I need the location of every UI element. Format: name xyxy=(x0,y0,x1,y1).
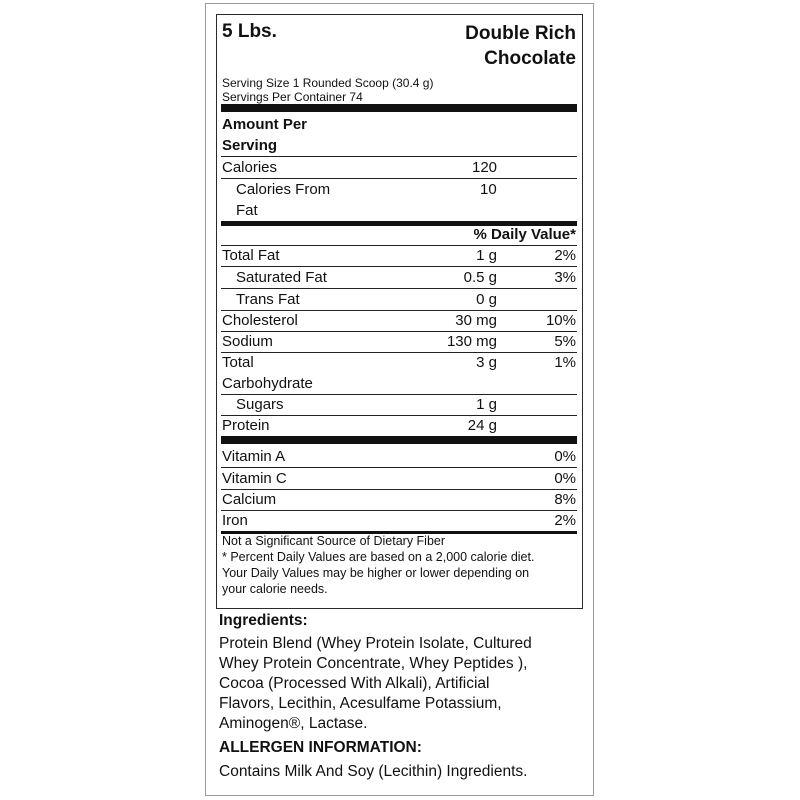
label-header xyxy=(222,19,576,75)
vitamin-daily-value: 0% xyxy=(554,470,576,487)
ingredients-line: Aminogen®, Lactase. xyxy=(219,715,368,732)
nutrient-label: Total xyxy=(222,354,254,371)
flavor-line-1: Double Rich xyxy=(465,23,576,44)
nutrient-amount: 1 g xyxy=(476,396,497,413)
vitamin-label: Vitamin A xyxy=(222,448,286,465)
nutrient-daily-value: 3% xyxy=(554,269,576,286)
nutrient-label: Trans Fat xyxy=(236,291,300,308)
nutrient-amount: 3 g xyxy=(476,354,497,371)
serving-info xyxy=(222,76,433,104)
allergen-title: ALLERGEN INFORMATION: xyxy=(219,739,422,756)
ingredients-title: Ingredients: xyxy=(219,612,308,629)
flavor-line-2: Chocolate xyxy=(484,48,576,69)
ingredients-line: Flavors, Lecithin, Acesulfame Potassium, xyxy=(219,695,502,712)
nutrient-label: Sodium xyxy=(222,333,273,350)
nutrient-amount: 0 g xyxy=(476,291,497,308)
footnote-line: your calorie needs. xyxy=(222,582,328,596)
footnote-line: Not a Significant Source of Dietary Fiber xyxy=(222,534,446,548)
ingredients-list xyxy=(219,634,579,734)
ingredients-line: Protein Blend (Whey Protein Isolate, Cultured xyxy=(219,635,532,652)
calories-value: 120 xyxy=(472,159,498,176)
nutrient-daily-value: 10% xyxy=(545,312,576,329)
footnote xyxy=(222,533,582,597)
nutrient-label-line-2: Carbohydrate xyxy=(222,375,313,392)
ingredients-line: Cocoa (Processed With Alkali), Artificial xyxy=(219,675,490,692)
calories-from-fat-value: 10 xyxy=(480,181,497,198)
vitamin-daily-value: 0% xyxy=(554,448,576,465)
vitamin-daily-value: 8% xyxy=(554,491,576,508)
vitamin-label: Calcium xyxy=(222,491,277,508)
nutrient-amount: 30 mg xyxy=(455,312,497,329)
nutrition-label xyxy=(205,3,594,796)
serving-size: Serving Size 1 Rounded Scoop (30.4 g) xyxy=(222,76,434,90)
amount-per-serving-line-2: Serving xyxy=(222,137,278,154)
nutrient-amount: 24 g xyxy=(467,417,497,434)
vitamin-label: Iron xyxy=(222,512,248,529)
calories-from-fat-line-2: Fat xyxy=(236,202,258,219)
nutrient-label: Protein xyxy=(222,417,270,434)
footnote-line: * Percent Daily Values are based on a 2,000 calorie diet. xyxy=(222,550,535,564)
nutrient-amount: 1 g xyxy=(476,247,497,264)
calories-label: Calories xyxy=(222,159,278,176)
nutrition-facts-panel xyxy=(216,14,583,609)
servings-per-container: Servings Per Container 74 xyxy=(222,90,363,104)
divider xyxy=(221,415,577,416)
nutrient-label: Saturated Fat xyxy=(236,269,327,286)
amount-per-serving-line-1: Amount Per xyxy=(222,116,308,133)
vitamin-label: Vitamin C xyxy=(222,470,287,487)
nutrient-daily-value: 1% xyxy=(554,354,576,371)
nutrient-daily-value: 5% xyxy=(554,333,576,350)
vitamin-daily-value: 2% xyxy=(554,512,576,529)
nutrient-label: Cholesterol xyxy=(222,312,298,329)
product-weight: 5 Lbs. xyxy=(222,21,277,42)
nutrient-amount: 0.5 g xyxy=(463,269,497,286)
calories-from-fat-line-1: Calories From xyxy=(236,181,331,198)
thick-divider xyxy=(221,104,577,112)
nutrient-daily-value: 2% xyxy=(554,247,576,264)
ingredients-line: Whey Protein Concentrate, Whey Peptides ), xyxy=(219,655,528,672)
footnote-line: Your Daily Values may be higher or lower depending on xyxy=(222,566,530,580)
product-flavor xyxy=(376,21,576,71)
allergen-text: Contains Milk And Soy (Lecithin) Ingredients. xyxy=(219,763,528,780)
nutrient-amount: 130 mg xyxy=(446,333,497,350)
nutrient-label: Sugars xyxy=(236,396,284,413)
nutrient-label: Total Fat xyxy=(222,247,280,264)
thick-divider xyxy=(221,436,577,444)
daily-value-header: % Daily Value* xyxy=(473,226,576,243)
